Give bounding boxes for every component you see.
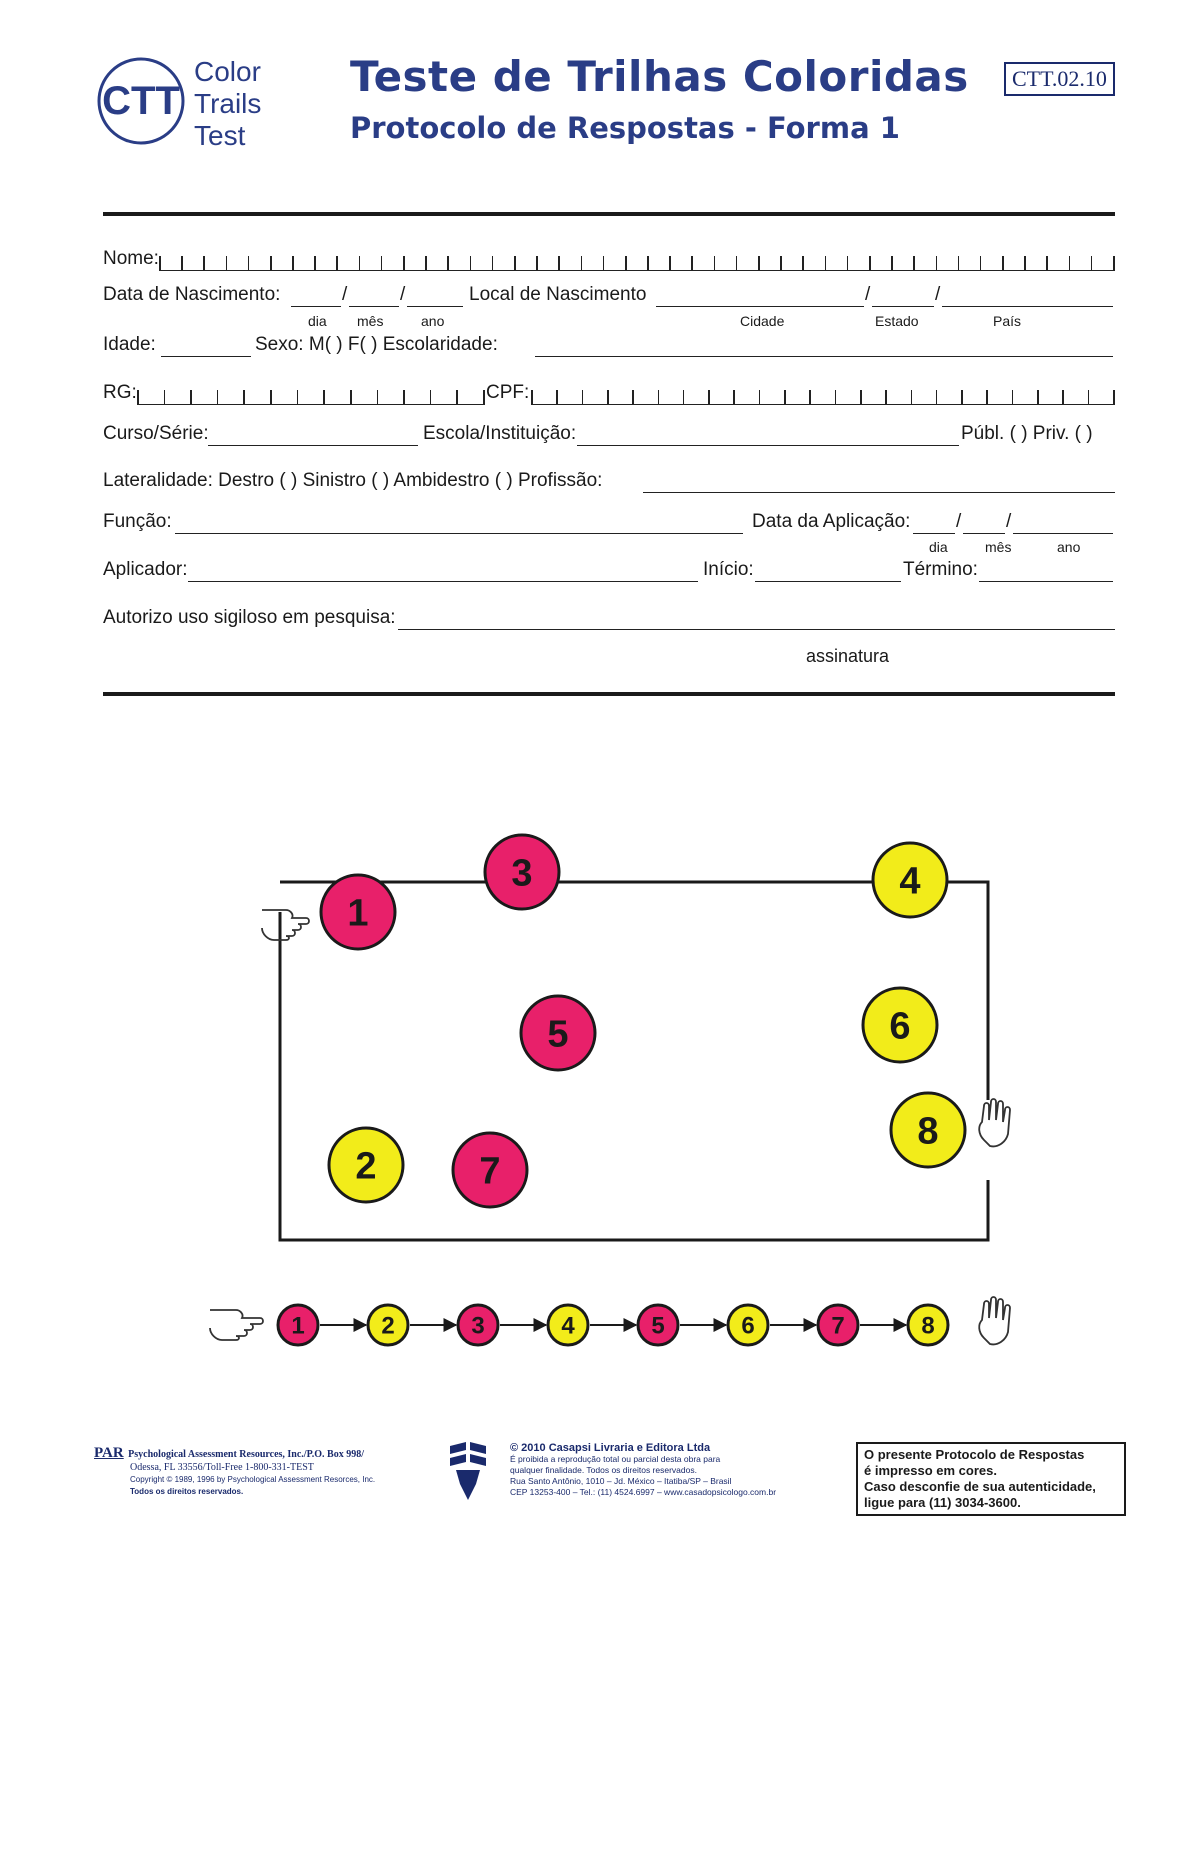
hint-ano: ano bbox=[421, 313, 445, 329]
char-box-tick bbox=[536, 256, 538, 270]
row-nascimento-hints bbox=[103, 313, 1115, 331]
idade-field[interactable] bbox=[161, 334, 251, 357]
char-box-tick bbox=[456, 390, 458, 404]
char-box-tick bbox=[733, 390, 735, 404]
char-box-tick bbox=[913, 256, 915, 270]
char-box-tick bbox=[835, 390, 837, 404]
cpf-field[interactable] bbox=[531, 382, 1115, 405]
char-box-tick bbox=[736, 256, 738, 270]
char-box-tick bbox=[860, 390, 862, 404]
birth-city-field[interactable] bbox=[656, 284, 864, 307]
char-box-tick bbox=[403, 256, 405, 270]
char-box-tick bbox=[159, 256, 161, 270]
label-nome: Nome: bbox=[103, 248, 159, 269]
hint-mes: mês bbox=[357, 313, 384, 329]
char-box-tick bbox=[784, 390, 786, 404]
par-line3: Copyright © 1989, 1996 by Psychological Assessment Resorces, Inc. bbox=[130, 1475, 376, 1484]
char-box-tick bbox=[891, 256, 893, 270]
aplicador-field[interactable] bbox=[188, 559, 698, 582]
char-box-tick bbox=[809, 390, 811, 404]
par-footer bbox=[94, 1444, 434, 1498]
casapsi-line2: É proibida a reprodução total ou parcial desta obra para bbox=[510, 1454, 721, 1464]
char-box-tick bbox=[203, 256, 205, 270]
char-box-tick bbox=[691, 256, 693, 270]
char-box-tick bbox=[1024, 256, 1026, 270]
char-box-tick bbox=[270, 390, 272, 404]
casapsi-line5: CEP 13253-400 – Tel.: (11) 4524.6997 – www.casadopsicologo.com.br bbox=[510, 1487, 777, 1497]
char-box-tick bbox=[936, 390, 938, 404]
sequence-circle-4-label: 4 bbox=[561, 1312, 575, 1340]
hint-aplic-ano: ano bbox=[1057, 539, 1081, 555]
label-autorizo: Autorizo uso sigiloso em pesquisa: bbox=[103, 607, 396, 628]
row-nascimento: Data de Nascimento: / / Local de Nascimento / / bbox=[103, 284, 1115, 318]
char-box-tick bbox=[758, 256, 760, 270]
label-termino: Término: bbox=[903, 559, 978, 580]
row-autorizo bbox=[103, 607, 1115, 641]
label-idade: Idade: bbox=[103, 334, 156, 355]
label-data-aplicacao: Data da Aplicação: bbox=[752, 511, 911, 532]
char-box-tick bbox=[314, 256, 316, 270]
ctt-logo-mark bbox=[96, 56, 186, 146]
trail-test-area bbox=[0, 800, 1191, 1360]
label-escola: Escola/Instituição: bbox=[423, 423, 577, 444]
birth-year-field[interactable] bbox=[407, 284, 463, 307]
test-circle-5-label: 5 bbox=[547, 1013, 569, 1056]
sequence-circle-3-label: 3 bbox=[471, 1312, 485, 1340]
escola-field[interactable] bbox=[577, 423, 959, 446]
char-box-tick bbox=[190, 390, 192, 404]
char-box-tick bbox=[425, 256, 427, 270]
char-box-tick bbox=[1113, 390, 1115, 404]
label-assinatura: assinatura bbox=[806, 646, 890, 666]
char-box-tick bbox=[248, 256, 250, 270]
char-box-tick bbox=[243, 390, 245, 404]
char-box-tick bbox=[558, 256, 560, 270]
char-box-tick bbox=[632, 390, 634, 404]
birth-country-field[interactable] bbox=[942, 284, 1113, 307]
char-box-tick bbox=[714, 256, 716, 270]
char-box-tick bbox=[961, 390, 963, 404]
char-box-tick bbox=[980, 256, 982, 270]
label-funcao: Função: bbox=[103, 511, 172, 532]
test-circle-3-label: 3 bbox=[511, 852, 533, 895]
label-cpf: CPF: bbox=[486, 382, 530, 403]
row-lateralidade bbox=[103, 470, 1115, 504]
char-box-tick bbox=[582, 390, 584, 404]
char-box-tick bbox=[847, 256, 849, 270]
char-box-tick bbox=[531, 390, 533, 404]
sequence-pointing-hand-icon bbox=[210, 1310, 263, 1340]
form-code: CTT.02.10 bbox=[1004, 62, 1115, 96]
char-box-tick bbox=[625, 256, 627, 270]
par-logo: PAR bbox=[94, 1445, 124, 1461]
casapsi-logo bbox=[446, 1440, 498, 1502]
logo-word-trails: Trails bbox=[194, 88, 262, 119]
char-box-tick bbox=[350, 390, 352, 404]
char-box-tick bbox=[669, 256, 671, 270]
row-aplicacao-hints bbox=[103, 539, 1115, 557]
page-subtitle: Protocolo de Respostas - Forma 1 bbox=[350, 111, 900, 145]
char-box-tick bbox=[430, 390, 432, 404]
char-box-tick bbox=[1113, 256, 1115, 270]
char-box-tick bbox=[492, 256, 494, 270]
char-box-tick bbox=[581, 256, 583, 270]
char-box-tick bbox=[936, 256, 938, 270]
char-box-tick bbox=[164, 390, 166, 404]
test-circle-7-label: 7 bbox=[479, 1150, 501, 1193]
char-box-tick bbox=[483, 390, 485, 404]
page-title: Teste de Trilhas Coloridas bbox=[350, 52, 969, 101]
char-box-tick bbox=[323, 390, 325, 404]
hint-aplic-dia: dia bbox=[929, 539, 948, 555]
notice-line1: O presente Protocolo de Respostas bbox=[864, 1447, 1085, 1462]
char-box-tick bbox=[1069, 256, 1071, 270]
row-rg-cpf bbox=[103, 382, 1115, 416]
char-box-tick bbox=[270, 256, 272, 270]
char-box-tick bbox=[381, 256, 383, 270]
char-box-tick bbox=[1002, 256, 1004, 270]
hint-aplic-mes: mês bbox=[985, 539, 1012, 555]
test-circle-6-label: 6 bbox=[889, 1005, 911, 1048]
char-box-tick bbox=[1012, 390, 1014, 404]
label-inicio: Início: bbox=[703, 559, 754, 580]
signature-field[interactable] bbox=[398, 607, 1115, 630]
test-circle-1-label: 1 bbox=[347, 892, 369, 935]
sequence-stop-hand-icon bbox=[979, 1297, 1010, 1344]
char-box-tick bbox=[514, 256, 516, 270]
char-box-tick bbox=[297, 390, 299, 404]
ctt-logo bbox=[96, 56, 346, 156]
test-circles bbox=[321, 835, 965, 1207]
rg-field[interactable] bbox=[137, 382, 485, 405]
char-box-tick bbox=[137, 390, 139, 404]
logo-word-color: Color bbox=[194, 56, 261, 87]
char-box-tick bbox=[759, 390, 761, 404]
label-sexo-escolaridade: Sexo: M( ) F( ) Escolaridade: bbox=[255, 334, 498, 355]
par-line4: Todos os direitos reservados. bbox=[130, 1487, 244, 1496]
label-publ-priv: Públ. ( ) Priv. ( ) bbox=[961, 423, 1093, 444]
end-stop-hand-icon bbox=[979, 1099, 1010, 1146]
char-box-tick bbox=[603, 256, 605, 270]
row-nome bbox=[103, 248, 1115, 282]
profissao-field[interactable] bbox=[643, 470, 1115, 493]
char-box-tick bbox=[470, 256, 472, 270]
hint-pais: País bbox=[993, 313, 1022, 329]
char-box-tick bbox=[683, 390, 685, 404]
start-pointing-hand-icon bbox=[262, 910, 309, 940]
curso-field[interactable] bbox=[208, 423, 418, 446]
test-circle-2-label: 2 bbox=[355, 1145, 377, 1188]
label-lateralidade: Lateralidade: Destro ( ) Sinistro ( ) Ambidestro ( ) Profissão: bbox=[103, 470, 603, 491]
label-aplicador: Aplicador: bbox=[103, 559, 188, 580]
sequence-circles bbox=[278, 1305, 948, 1345]
authenticity-notice bbox=[856, 1442, 1126, 1516]
char-box-tick bbox=[217, 390, 219, 404]
char-box-tick bbox=[802, 256, 804, 270]
char-box-tick bbox=[181, 256, 183, 270]
char-box-tick bbox=[556, 390, 558, 404]
sequence-circle-8-label: 8 bbox=[921, 1312, 935, 1340]
funcao-field[interactable] bbox=[175, 511, 743, 534]
label-curso: Curso/Série: bbox=[103, 423, 209, 444]
char-box-tick bbox=[1046, 256, 1048, 270]
char-box-tick bbox=[226, 256, 228, 270]
test-circle-8-label: 8 bbox=[917, 1110, 939, 1153]
escolaridade-field[interactable] bbox=[535, 334, 1113, 357]
aplicacao-year-field[interactable] bbox=[1013, 511, 1113, 534]
char-box-tick bbox=[403, 390, 405, 404]
char-box-tick bbox=[1088, 390, 1090, 404]
char-box-tick bbox=[911, 390, 913, 404]
char-box-tick bbox=[1062, 390, 1064, 404]
sequence-circle-7-label: 7 bbox=[831, 1312, 845, 1340]
logo-word-test: Test bbox=[194, 120, 246, 151]
test-circle-4-label: 4 bbox=[899, 860, 921, 903]
char-box-tick bbox=[708, 390, 710, 404]
char-box-tick bbox=[607, 390, 609, 404]
aplicacao-day-field[interactable] bbox=[913, 511, 955, 534]
notice-line4: ligue para (11) 3034-3600. bbox=[864, 1495, 1021, 1510]
sequence-circle-2-label: 2 bbox=[381, 1312, 395, 1340]
casapsi-line3: qualquer finalidade. Todos os direitos reservados. bbox=[510, 1465, 697, 1475]
char-box-tick bbox=[377, 390, 379, 404]
char-box-tick bbox=[958, 256, 960, 270]
termino-field[interactable] bbox=[979, 559, 1113, 582]
casapsi-line4: Rua Santo Antônio, 1010 – Jd. México – Itatiba/SP – Brasil bbox=[510, 1476, 732, 1486]
row-funcao: Função: Data da Aplicação: / / bbox=[103, 511, 1115, 545]
label-data-nascimento: Data de Nascimento: bbox=[103, 284, 281, 305]
char-box-tick bbox=[780, 256, 782, 270]
logo-mark-text: CTT bbox=[102, 79, 180, 123]
char-box-tick bbox=[1037, 390, 1039, 404]
top-divider bbox=[103, 212, 1115, 216]
label-rg: RG: bbox=[103, 382, 137, 403]
sequence-circle-6-label: 6 bbox=[741, 1312, 755, 1340]
aplicacao-month-field[interactable] bbox=[963, 511, 1005, 534]
hint-dia: dia bbox=[308, 313, 327, 329]
sequence-circle-1-label: 1 bbox=[291, 1312, 305, 1340]
nome-field[interactable] bbox=[159, 248, 1115, 271]
casapsi-footer bbox=[510, 1442, 840, 1498]
notice-line3: Caso desconfie de sua autenticidade, bbox=[864, 1479, 1096, 1494]
bottom-divider bbox=[103, 692, 1115, 696]
hint-cidade: Cidade bbox=[740, 313, 785, 329]
row-aplicador bbox=[103, 559, 1115, 593]
char-box-tick bbox=[336, 256, 338, 270]
char-box-tick bbox=[825, 256, 827, 270]
inicio-field[interactable] bbox=[755, 559, 901, 582]
par-line2: Odessa, FL 33556/Toll-Free 1-800-331-TEST bbox=[130, 1462, 314, 1473]
char-box-tick bbox=[885, 390, 887, 404]
row-idade bbox=[103, 334, 1115, 368]
char-box-tick bbox=[447, 256, 449, 270]
char-box-tick bbox=[986, 390, 988, 404]
birth-state-field[interactable] bbox=[872, 284, 934, 307]
birth-month-field[interactable] bbox=[349, 284, 399, 307]
label-local-nascimento: Local de Nascimento bbox=[469, 284, 647, 305]
char-box-tick bbox=[869, 256, 871, 270]
row-curso bbox=[103, 423, 1115, 457]
hint-estado: Estado bbox=[875, 313, 919, 329]
sequence-circle-5-label: 5 bbox=[651, 1312, 665, 1340]
char-box-tick bbox=[1091, 256, 1093, 270]
par-line1: Psychological Assessment Resources, Inc./P.O. Box 998/ bbox=[128, 1449, 365, 1460]
char-box-tick bbox=[359, 256, 361, 270]
char-box-tick bbox=[292, 256, 294, 270]
notice-line2: é impresso em cores. bbox=[864, 1463, 997, 1478]
char-box-tick bbox=[647, 256, 649, 270]
birth-day-field[interactable] bbox=[291, 284, 341, 307]
casapsi-line1: © 2010 Casapsi Livraria e Editora Ltda bbox=[510, 1442, 711, 1454]
char-box-tick bbox=[658, 390, 660, 404]
